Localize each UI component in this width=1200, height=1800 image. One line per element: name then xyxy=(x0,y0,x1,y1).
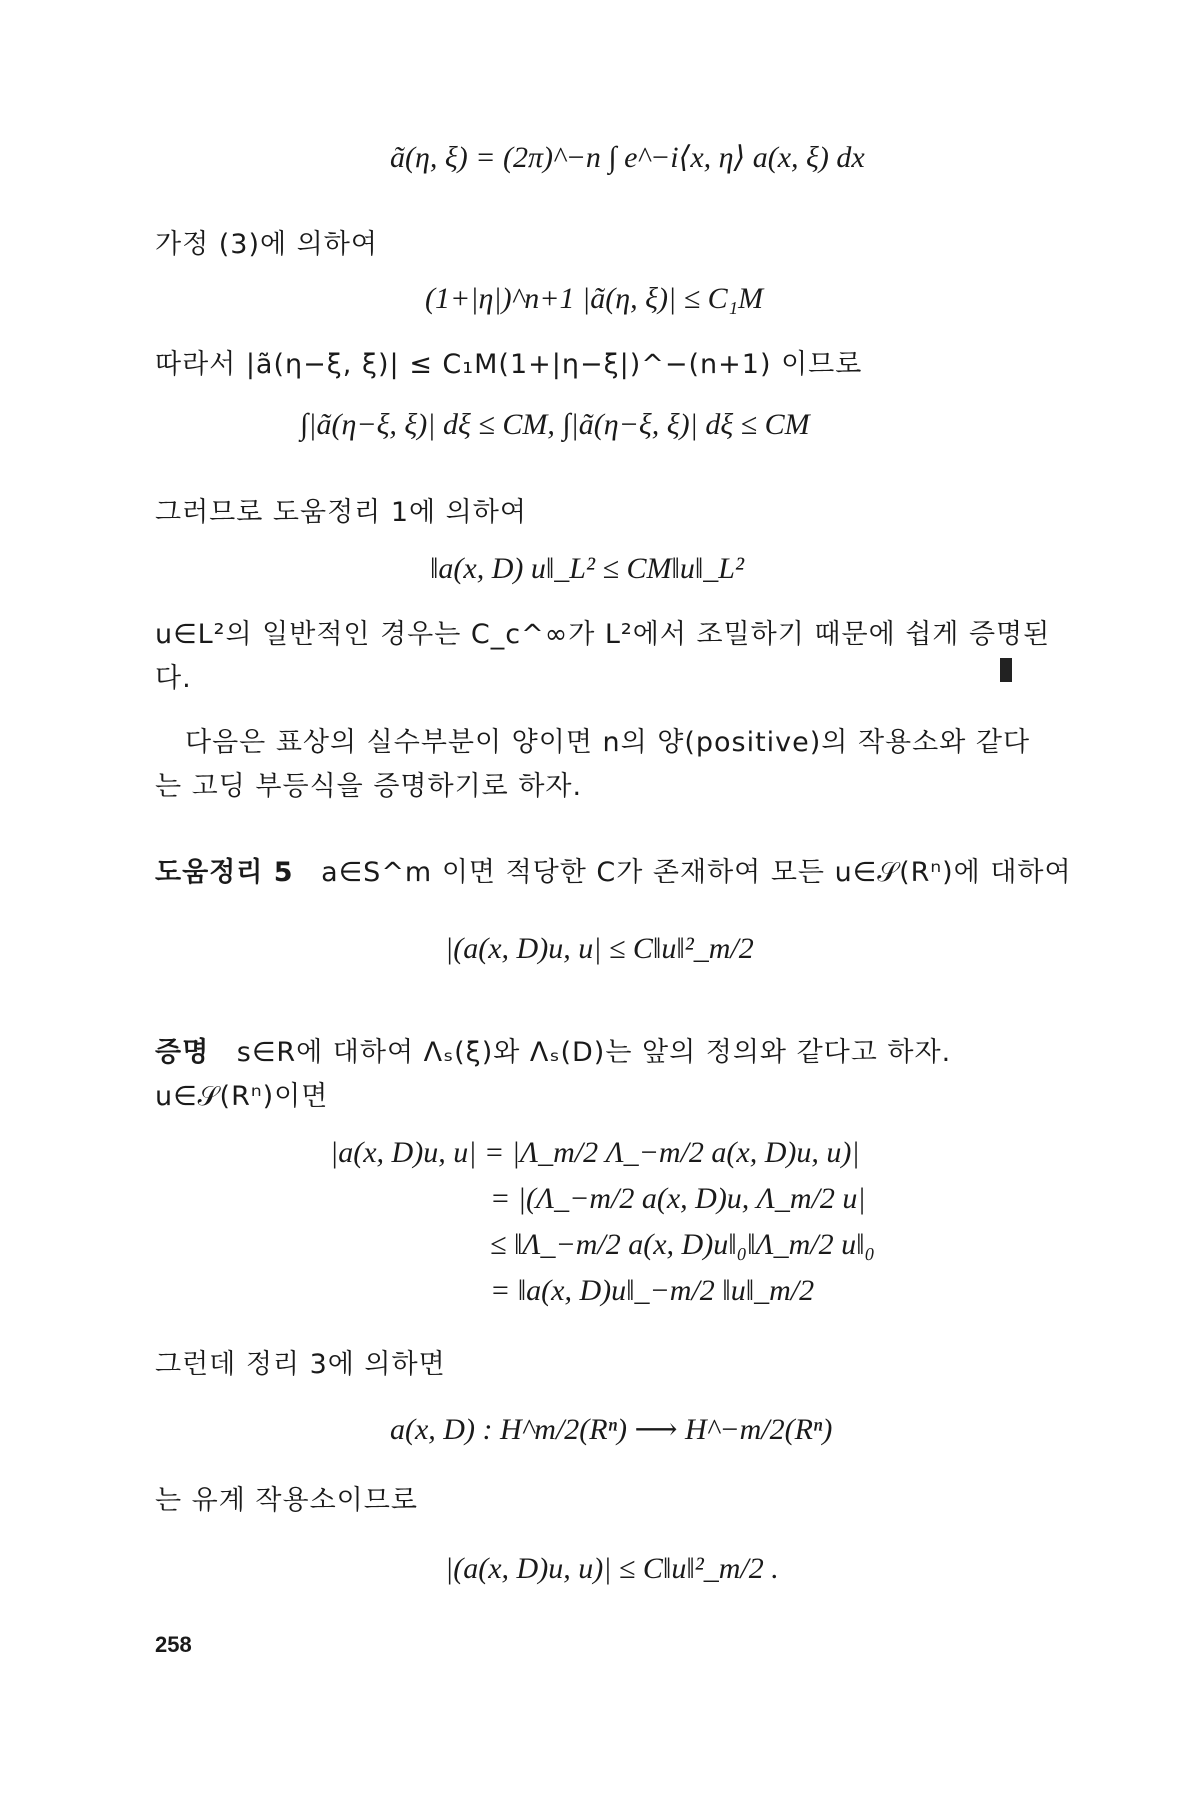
equation-bound: (1+|η|)^n+1 |ã(η, ξ)| ≤ C₁M xyxy=(425,282,764,315)
text-line: 그러므로 도움정리 1에 의하여 xyxy=(155,497,527,528)
equation-garding: |(a(x, D)u, u| ≤ C‖u‖²_m/2 xyxy=(445,932,754,965)
proof-statement xyxy=(155,1030,951,1069)
lemma-statement xyxy=(155,850,1072,889)
text-line: u∈𝒮(Rⁿ)이면 xyxy=(155,1081,329,1112)
equation-operator-map: a(x, D) : H^m/2(Rⁿ) ⟶ H^−m/2(Rⁿ) xyxy=(390,1413,833,1446)
text-line: 다음은 표상의 실수부분이 양이면 n의 양(positive)의 작용소와 같다 xyxy=(185,727,1031,758)
text-line: 는 유계 작용소이므로 xyxy=(155,1485,418,1516)
equation-fourier-transform: ã(η, ξ) = (2π)^−n ∫ e^−i⟨x, η⟩ a(x, ξ) dx xyxy=(390,141,865,174)
text-line: u∈L²의 일반적인 경우는 C_c^∞가 L²에서 조밀하기 때문에 쉽게 증명된 xyxy=(155,619,1051,650)
text-line: 그런데 정리 3에 의하면 xyxy=(155,1349,446,1380)
text-line: 가정 (3)에 의하여 xyxy=(155,229,378,260)
lemma-text: a∈S^m 이면 적당한 C가 존재하여 모든 u∈𝒮(Rⁿ)에 대하여 xyxy=(321,857,1072,888)
text-line: 다. xyxy=(155,663,192,694)
text-line: 따라서 |ã(η−ξ, ξ)| ≤ C₁M(1+|η−ξ|)^−(n+1) 이므로 xyxy=(155,349,863,380)
equation-chain-3: ≤ ‖Λ_−m/2 a(x, D)u‖₀‖Λ_m/2 u‖₀ xyxy=(490,1228,875,1261)
proof-label: 증명 xyxy=(155,1037,210,1068)
lemma-label: 도움정리 5 xyxy=(155,857,294,888)
page-number: 258 xyxy=(155,1632,192,1657)
equation-chain-1: |a(x, D)u, u| = |Λ_m/2 Λ_−m/2 a(x, D)u, u)| xyxy=(330,1136,860,1169)
equation-chain-4: = ‖a(x, D)u‖_−m/2 ‖u‖_m/2 xyxy=(490,1274,815,1307)
qed-mark xyxy=(1000,658,1012,682)
equation-final: |(a(x, D)u, u)| ≤ C‖u‖²_m/2 . xyxy=(445,1552,779,1585)
text-line: 는 고딩 부등식을 증명하기로 하자. xyxy=(155,771,583,802)
equation-integral-bounds: ∫|ã(η−ξ, ξ)| dξ ≤ CM, ∫|ã(η−ξ, ξ)| dξ ≤ CM xyxy=(300,408,810,441)
equation-norm-bound: ‖a(x, D) u‖_L² ≤ CM‖u‖_L² xyxy=(430,552,744,585)
equation-chain-2: = |(Λ_−m/2 a(x, D)u, Λ_m/2 u| xyxy=(490,1182,866,1215)
proof-text: s∈R에 대하여 Λₛ(ξ)와 Λₛ(D)는 앞의 정의와 같다고 하자. xyxy=(236,1037,952,1068)
